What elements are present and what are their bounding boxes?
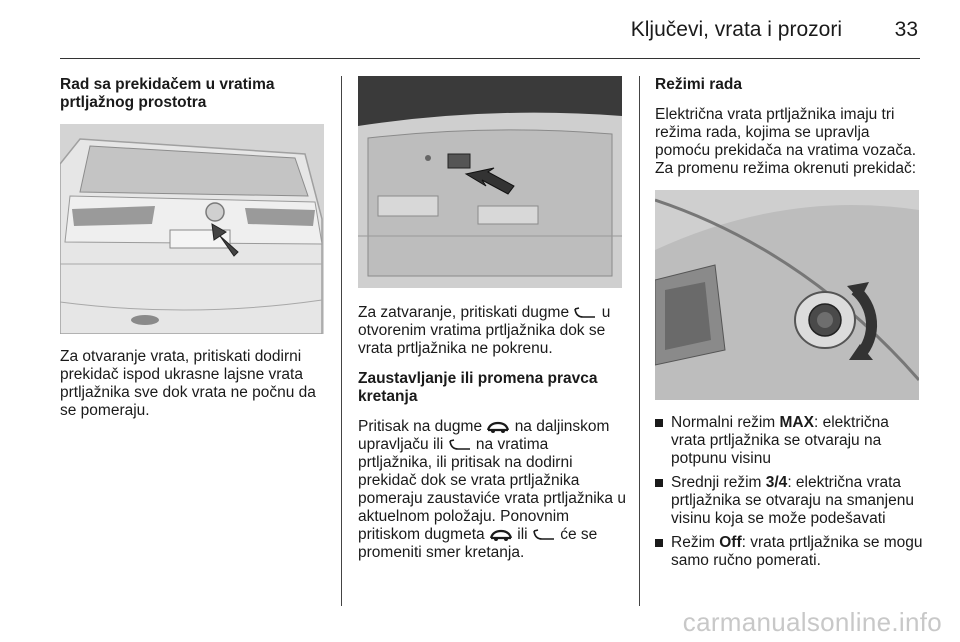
tailgate-close-icon (573, 306, 597, 320)
car-rear-illustration (60, 124, 324, 334)
bullet-square-icon (655, 479, 663, 487)
page-number: 33 (894, 18, 918, 41)
watermark: carmanualsonline.info (682, 607, 942, 637)
column-2 (358, 76, 626, 574)
mode-list (655, 414, 923, 570)
tailgate-close-icon (448, 438, 472, 452)
text-fragment: Režim (671, 534, 720, 551)
body-text: Za otvaranje vrata, pritiskati dodirni prekidač ispod ukrasne lajsne vrata prtljažnika sve dok vrata ne počnu da se pomeraju. (60, 348, 316, 419)
text-fragment: će se promeniti smer kretanja. (358, 526, 598, 561)
text-fragment: Normalni režim (671, 414, 780, 431)
tailgate-interior-illustration (358, 76, 622, 288)
page-header (0, 0, 960, 62)
text-fragment: ili (517, 526, 528, 543)
text-fragment: Srednji režim (671, 474, 766, 491)
body-text (358, 418, 626, 562)
tailgate-close-icon (532, 528, 556, 542)
mode-key: Off (719, 534, 742, 551)
column-3 (655, 76, 923, 576)
text-fragment: Pritisak na dugme (358, 418, 483, 435)
list-item (655, 414, 923, 468)
column-divider (639, 76, 640, 606)
section-heading: Režimi rada (655, 76, 743, 93)
driver-door-switch-illustration (655, 190, 919, 400)
column-1 (60, 76, 328, 432)
text-fragment: u otvorenim vratima prtljažnika dok se vrata prtljažnika ne pokrenu. (358, 304, 611, 357)
column-divider (341, 76, 342, 606)
text-fragment: na daljinskom upravljaču ili (358, 418, 610, 453)
page-title: Ključevi, vrata i prozori (630, 18, 842, 41)
text-fragment: na vratima prtljažnika, ili pritisak na dodirni prekidač dok se vrata prtljažnika pomeraju zaustaviće vrata prtljažnika u aktuelnom položaju. Ponovnim pritiskom dugmeta (358, 436, 626, 543)
text-fragment: : vrata prtljažnika se mogu samo ručno pomerati. (671, 534, 923, 569)
header-divider (60, 58, 920, 59)
remote-tailgate-icon (489, 528, 513, 542)
list-item (655, 534, 923, 570)
text-fragment: : električna vrata prtljažnika se otvaraju na potpunu visinu (671, 414, 889, 467)
section-heading: Rad sa prekidačem u vratima prtljažnog prostotra (60, 76, 275, 111)
section-heading: Zaustavljanje ili promena pravca kretanja (358, 370, 598, 405)
text-fragment: Za zatvaranje, pritiskati dugme (358, 304, 570, 321)
body-text: Električna vrata prtljažnika imaju tri režima rada, kojima se upravlja pomoću prekidača na vratima vozača. Za promenu režima okrenuti prekidač: (655, 106, 917, 177)
bullet-square-icon (655, 539, 663, 547)
mode-key: MAX (779, 414, 814, 431)
mode-key: 3/4 (765, 474, 788, 491)
body-text (358, 304, 626, 358)
list-item (655, 474, 923, 528)
bullet-square-icon (655, 419, 663, 427)
text-fragment: : električna vrata prtljažnika se otvaraju na smanjenu visinu koja se može podešavati (671, 474, 914, 527)
remote-tailgate-icon (486, 420, 510, 434)
